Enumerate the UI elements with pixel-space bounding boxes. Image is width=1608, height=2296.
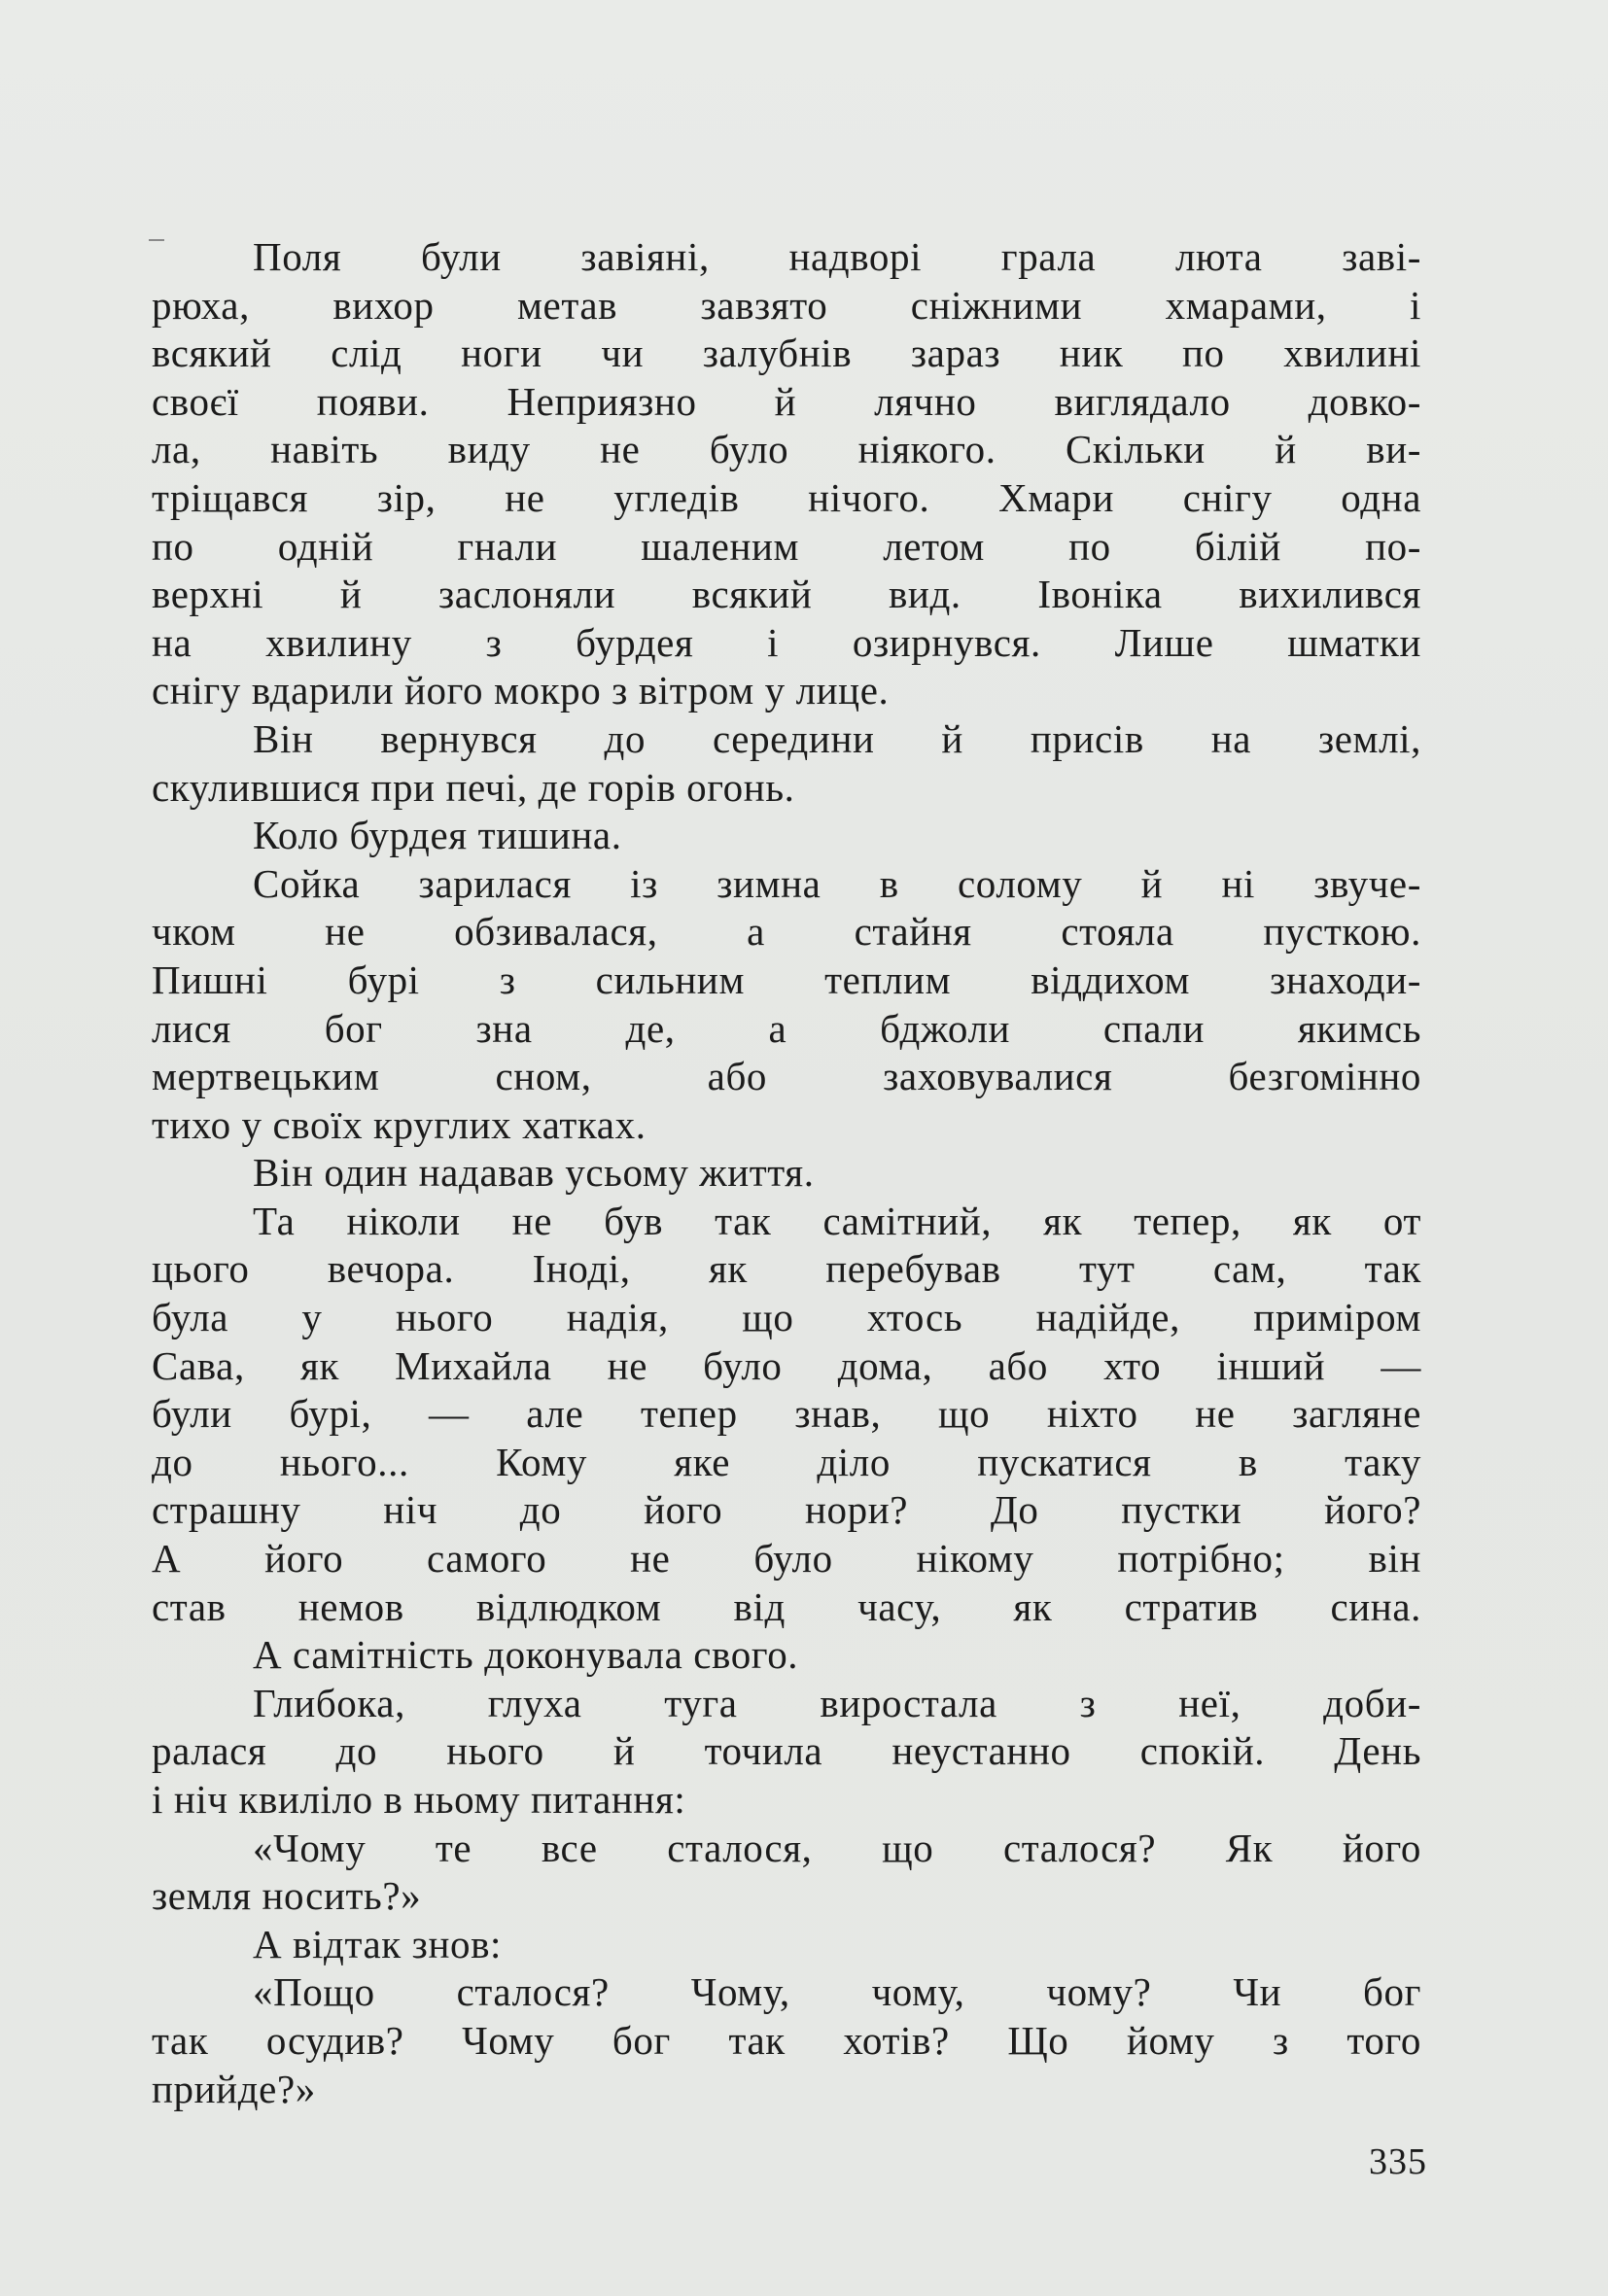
text-line: Коло бурдея тишина. [253,813,622,858]
text-line: земля носить?» [152,1873,422,1919]
body-text [152,233,1421,2113]
text-line: снігу вдарили його мокро з вітром у лице. [152,668,890,713]
text-line: всякий слід ноги чи залубнів зараз ник по хвилині [152,330,1421,376]
text-line: були бурі, — але тепер знав, що ніхто не загляне [152,1391,1421,1437]
text-line: ралася до нього й точила неустанно спокій. День [152,1728,1421,1774]
text-line: цього вечора. Іноді, як перебував тут сам, так [152,1246,1421,1292]
text-line: Сава, як Михайла не було дома, або хто інший — [152,1342,1421,1388]
text-line: була у нього надія, що хтось надійде, приміром [152,1295,1421,1340]
text-line: на хвилину з бурдея і озирнувся. Лише шматки [152,619,1421,665]
text-line: А самітність доконувала свого. [253,1632,799,1678]
text-line: мертвецьким сном, або заховувалися безгомінно [152,1054,1421,1099]
text-line: по одній гнали шаленим летом по білій по- [152,523,1421,569]
text-line: Та ніколи не був так самітний, як тепер, як от [253,1198,1421,1243]
text-line: скулившися при печі, де горів огонь. [152,764,795,810]
text-line: Глибока, глуха туга виростала з неї, доби- [253,1680,1421,1725]
text-line: А відтак знов: [253,1921,503,1966]
text-line: рюха, вихор метав завзято сніжними хмарами, і [152,282,1421,328]
text-line: Він один надавав усьому життя. [253,1150,815,1196]
text-line: так осудив? Чому бог так хотів? Що йому з того [152,2017,1421,2063]
text-line: «Пощо сталося? Чому, чому, чому? Чи бог [253,1969,1421,2015]
text-line: до нього... Кому яке діло пускатися в таку [152,1439,1421,1484]
text-line: тріщався зір, не угледів нічого. Хмари снігу одна [152,474,1421,520]
text-line: став немов відлюдком від часу, як стратив сина. [152,1583,1421,1629]
text-line: Пишні бурі з сильним теплим віддихом знаходи- [152,957,1421,1002]
text-line: лися бог зна де, а бджоли спали якимсь [152,1005,1421,1051]
text-line: прийде?» [152,2066,316,2111]
text-line: чком не обзивалася, а стайня стояла пусткою. [152,909,1421,955]
text-line: верхні й заслоняли всякий вид. Івоніка вихилився [152,572,1421,617]
text-line: і ніч квиліло в ньому питання: [152,1777,686,1822]
text-line: своєї появи. Неприязно й лячно виглядало довко- [152,378,1421,424]
text-line: Поля були завіяні, надворі грала люта заві- [253,234,1421,279]
text-line: ла, навіть виду не було ніякого. Скільки й ви- [152,427,1421,472]
page-number: 335 [1369,2141,1427,2182]
text-line: «Чому те все сталося, що сталося? Як його [253,1825,1421,1870]
text-line: страшну ніч до його нори? До пустки його? [152,1487,1421,1533]
text-line: А його самого не було нікому потрібно; він [152,1536,1421,1582]
text-line: Він вернувся до середини й присів на землі, [253,715,1421,761]
text-line: тихо у своїх круглих хатках. [152,1101,647,1147]
text-line: Сойка зарилася із зимна в солому й ні звуче- [253,860,1421,906]
